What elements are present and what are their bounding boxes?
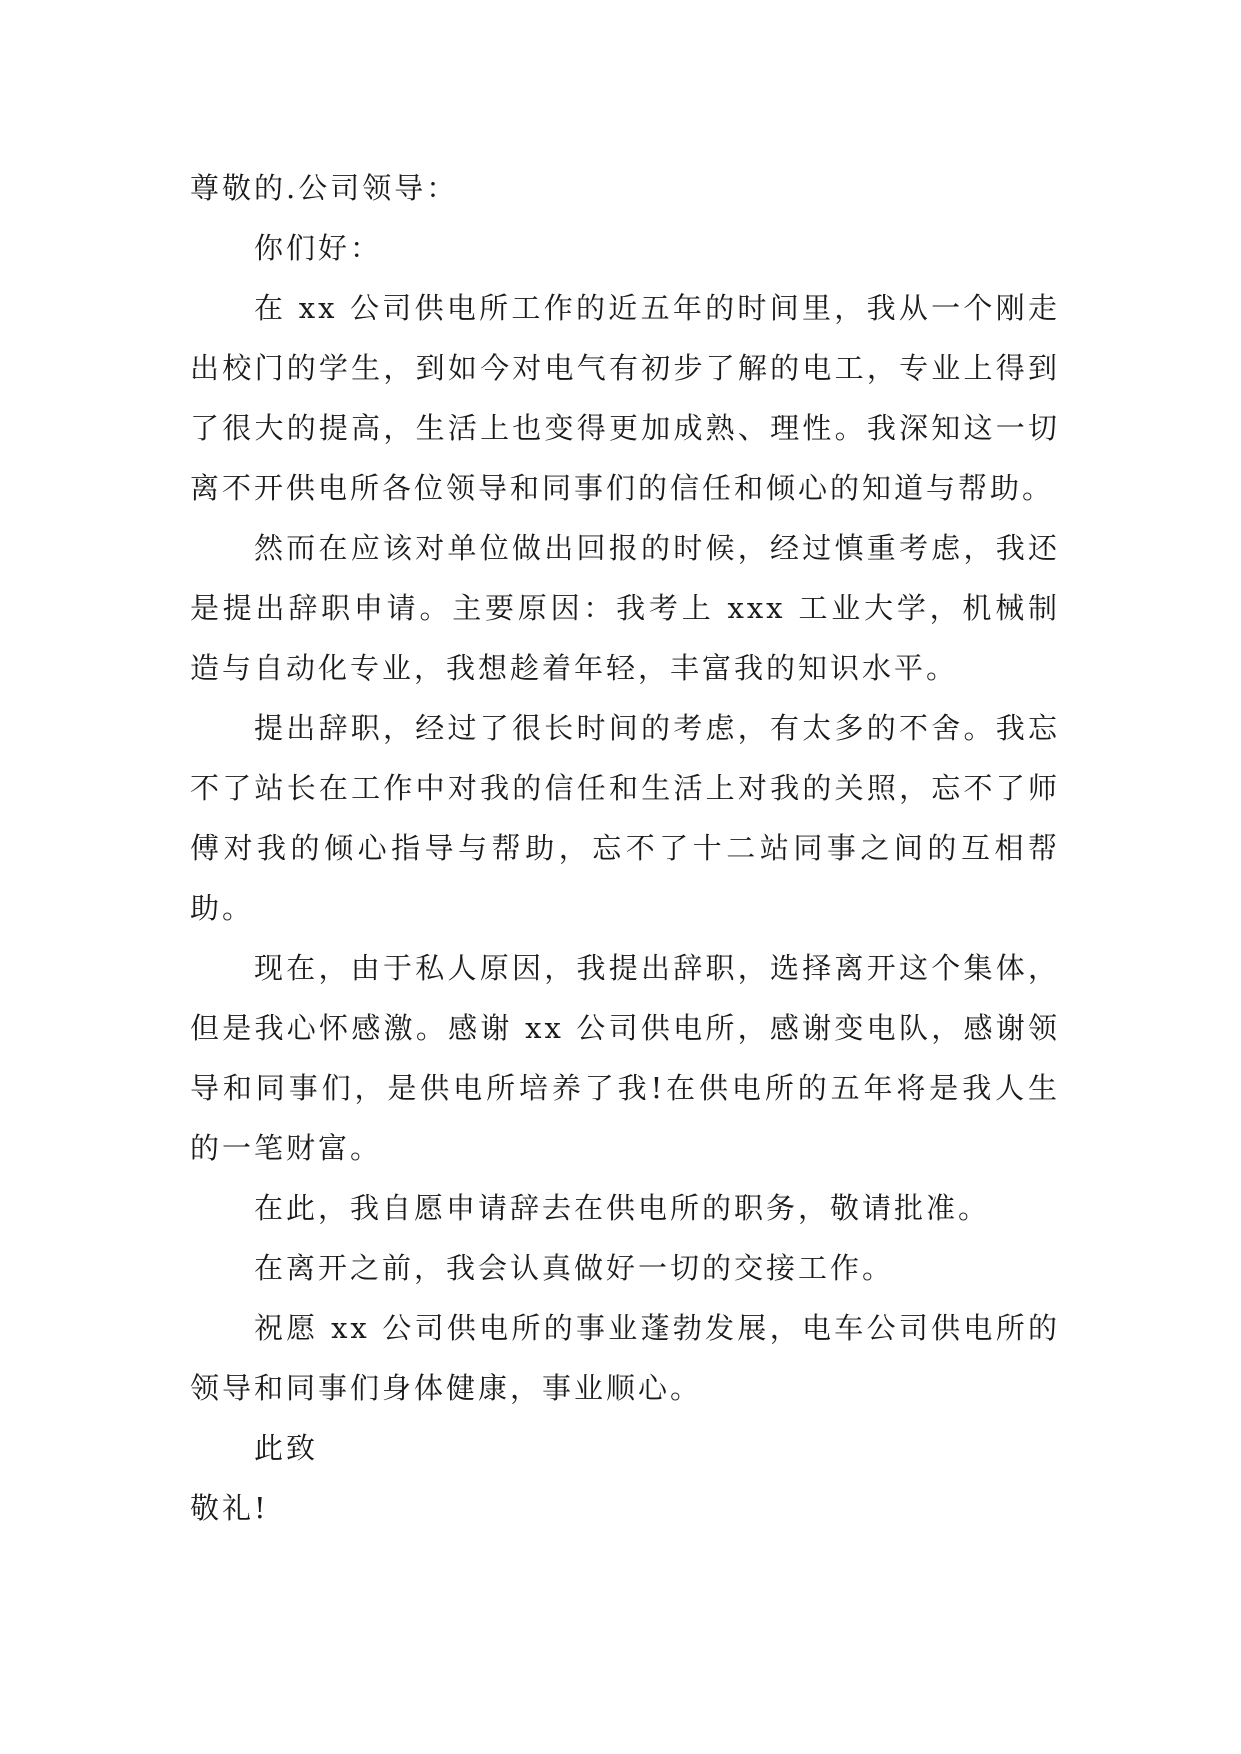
greeting: 你们好：: [254, 231, 383, 265]
paragraph: 在离开之前，我会认真做好一切的交接工作。: [254, 1251, 895, 1285]
letter-body: [190, 158, 1060, 1538]
paragraph: 在此，我自愿申请辞去在供电所的职务，敬请批准。: [254, 1191, 991, 1225]
paragraph: 然而在应该对单位做出回报的时候，经过慎重考虑，我还是提出辞职申请。主要原因：我考上 xxx 工业大学，机械制造与自动化专业，我想趁着年轻，丰富我的知识水平。: [190, 531, 1060, 685]
paragraph: 在 xx 公司供电所工作的近五年的时间里，我从一个刚走出校门的学生，到如今对电气有初步了解的电工，专业上得到了很大的提高，生活上也变得更加成熟、理性。我深知这一切离不开供电所各位领导和同事们的信任和倾心的知道与帮助。: [190, 291, 1060, 505]
regards: 敬礼!: [190, 1491, 269, 1525]
paragraph: 现在，由于私人原因，我提出辞职，选择离开这个集体，但是我心怀感激。感谢 xx 公司供电所，感谢变电队，感谢领导和同事们，是供电所培养了我!在供电所的五年将是我人生的一笔财富。: [190, 951, 1060, 1165]
paragraph: 提出辞职，经过了很长时间的考虑，有太多的不舍。我忘不了站长在工作中对我的信任和生活上对我的关照，忘不了师傅对我的倾心指导与帮助，忘不了十二站同事之间的互相帮助。: [190, 711, 1060, 925]
paragraph: 祝愿 xx 公司供电所的事业蓬勃发展，电车公司供电所的领导和同事们身体健康，事业顺心。: [190, 1311, 1060, 1405]
salutation: 尊敬的.公司领导：: [190, 171, 459, 205]
closing: 此致: [254, 1431, 319, 1465]
